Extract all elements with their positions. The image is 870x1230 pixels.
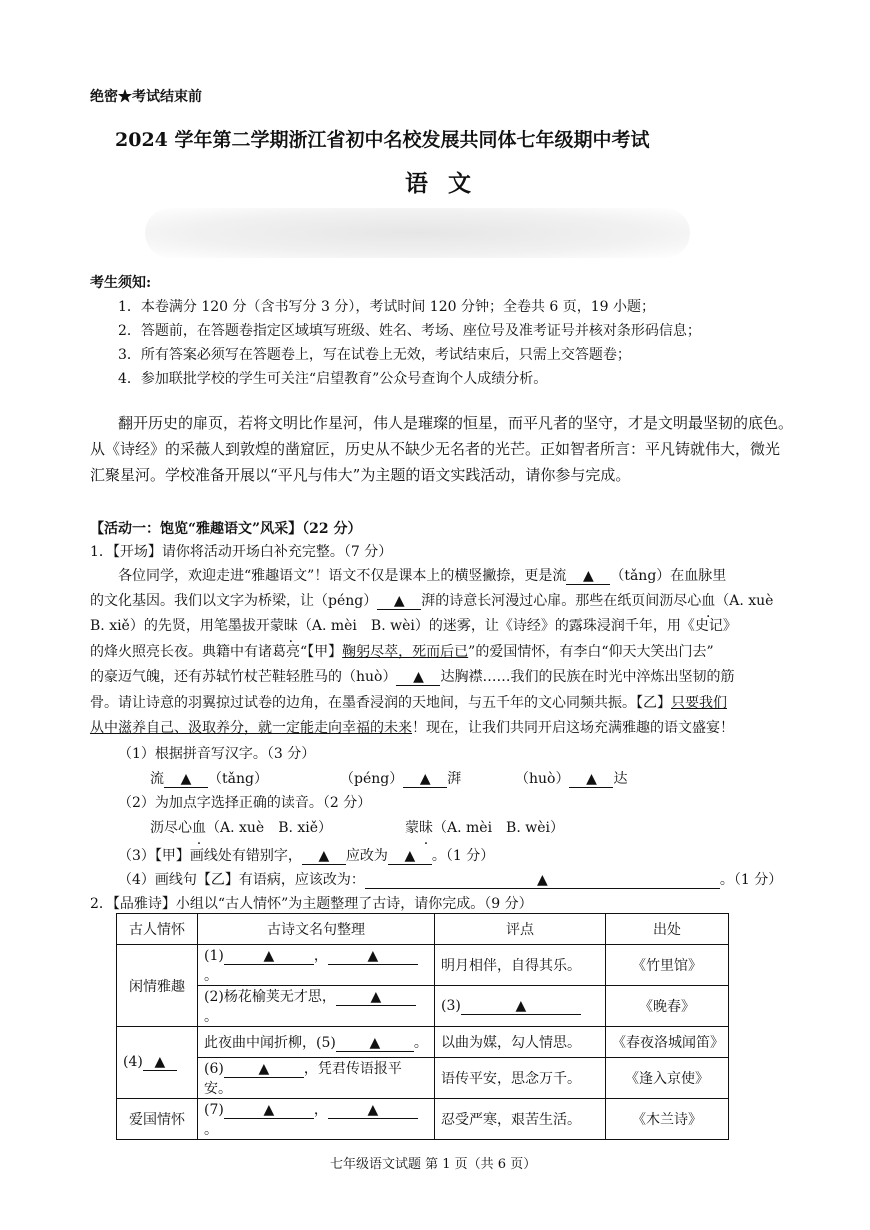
cell-comment: (3) ▲ (435, 986, 606, 1027)
table-row (117, 1058, 729, 1099)
answer-3[interactable]: ▲ (461, 999, 581, 1015)
blank-tang[interactable]: ▲ (566, 569, 610, 585)
q1-sub2-b: 蒙昧（A. mèi B. wèi） (405, 820, 564, 836)
cell-comment: 明月相伴，自得其乐。 (435, 945, 606, 986)
q1-sub1-b: （péng） ▲ 湃 (340, 771, 462, 787)
q2-label: 2．【品雅诗】小组以“古人情怀”为主题整理了古诗，请你完成。（9 分） (90, 896, 533, 912)
cell-comment: 忍受严寒，艰苦生活。 (435, 1099, 606, 1140)
cell-source: 《逢入京使》 (606, 1058, 729, 1099)
q1-sub1-label: （1）根据拼音写汉字。（3 分） (118, 746, 316, 762)
cell-verse: 此夜曲中闻折柳，(5) ▲ 。 (198, 1027, 435, 1058)
notice-item-1: 1．本卷满分 120 分（含书写分 3 分），考试时间 120 分钟；全卷共 6 页，19 小题； (118, 299, 656, 315)
answer-6[interactable]: ▲ (224, 1062, 304, 1078)
col-header-comment: 评点 (435, 914, 606, 945)
col-header-sentiment: 古人情怀 (117, 914, 198, 945)
page-footer: 七年级语文试题 第 1 页（共 6 页） (330, 1157, 537, 1172)
notice-item-2: 2．答题前，在答题卷指定区域填写班级、姓名、考场、座位号及准考证号并核对条形码信息； (118, 323, 701, 339)
table-row (117, 945, 729, 986)
cell-source: 《竹里馆》 (606, 945, 729, 986)
cell-category: 爱国情怀 (117, 1099, 198, 1140)
answer-1a[interactable]: ▲ (224, 949, 314, 965)
cell-comment: 语传平安，思念万千。 (435, 1058, 606, 1099)
q1-passage-line-5: 的豪迈气魄，还有苏轼竹杖芒鞋轻胜马的（huò） ▲ 达胸襟……我们的民族在时光中淬炼出坚韧的筋 (90, 669, 735, 685)
intro-line-1: 翻开历史的扉页，若将文明比作星河，伟人是璀璨的恒星，而平凡者的坚守，才是文明最坚韧的底色。 (118, 414, 794, 432)
blurred-region (145, 208, 690, 258)
answer-wrong-char[interactable]: ▲ (302, 849, 346, 865)
subject-title: 语 文 (405, 170, 478, 197)
cell-verse: (7) ▲ ， ▲。 (198, 1099, 435, 1140)
cell-source: 《春夜洛城闻笛》 (606, 1027, 729, 1058)
answer-7b[interactable]: ▲ (328, 1103, 418, 1119)
poem-table (116, 913, 729, 1140)
q1-passage-line-6: 骨。请让诗意的羽翼掠过试卷的边角，在墨香浸润的天地间，与五千年的文心同频共振。【乙】只要我们 (90, 695, 727, 711)
blank-peng[interactable]: ▲ (377, 594, 421, 610)
q1-sub2-a: 沥尽心血（A. xuè B. xiě） (150, 820, 333, 836)
notice-heading: 考生须知: (90, 275, 152, 291)
q1-sub4: （4）画线句【乙】有语病，应该改为： ▲ 。（1 分） (118, 872, 783, 888)
intro-line-3: 汇聚星河。学校准备开展以“平凡与伟大”为主题的语文实践活动，请你参与完成。 (90, 466, 631, 484)
table-row (117, 1027, 729, 1058)
activity1-heading: 【活动一：饱览“雅趣语文”风采】（22 分） (90, 521, 362, 537)
notice-item-3: 3．所有答案必须写在答题卷上，写在试卷上无效，考试结束后，只需上交答题卷； (118, 347, 631, 363)
cell-source: 《木兰诗》 (606, 1099, 729, 1140)
cell-source: 《晚春》 (606, 986, 729, 1027)
cell-verse: (6) ▲ ，凭君传语报平安。 (198, 1058, 435, 1099)
table-header-row (117, 914, 729, 945)
q1-passage-line-7: 从中滋养自己、汲取养分，就一定能走向幸福的未来！现在，让我们共同开启这场充满雅趣的语文盛宴！ (90, 720, 734, 736)
col-header-verses: 古诗文名句整理 (198, 914, 435, 945)
exam-title: 2024 学年第二学期浙江省初中名校发展共同体七年级期中考试 (115, 129, 650, 151)
table-row (117, 1099, 729, 1140)
q1-sub2-label: （2）为加点字选择正确的读音。（2 分） (118, 795, 372, 811)
q1-passage-line-3: B. xiě）的先贤，用笔墨拔开蒙昧（A. mèi B. wèi）的迷雾，让《诗经》的露珠浸润千年，用《史记》 (90, 618, 737, 634)
intro-line-2: 从《诗经》的采薇人到敦煌的凿窟匠，历史从不缺少无名者的光芒。正如智者所言：平凡铸就伟大，微光 (90, 440, 781, 458)
col-header-source: 出处 (606, 914, 729, 945)
q1-sub1-c: （huò） ▲ 达 (515, 771, 628, 787)
answer-peng[interactable]: ▲ (403, 772, 447, 788)
cell-verse: (2)杨花榆荚无才思， ▲。 (198, 986, 435, 1027)
answer-4[interactable]: ▲ (143, 1055, 177, 1071)
answer-huo[interactable]: ▲ (569, 772, 613, 788)
q1-label: 1．【开场】请你将活动开场白补充完整。（7 分） (90, 544, 393, 560)
q1-sub1-a: 流 ▲ （tǎng） (150, 771, 268, 787)
answer-7a[interactable]: ▲ (224, 1103, 314, 1119)
q1-passage-line-4: 的烽火照亮长夜。典籍中有诸葛亮“【甲】鞠躬尽萃，死而后已”的爱国情怀，有李白“仰天大笑出门去” (90, 644, 714, 660)
q1-passage-line-2: 的文化基因。我们以文字为桥梁，让（péng） ▲ 湃的诗意长河漫过心扉。那些在纸页间沥尽心血（A. xuè (90, 593, 774, 609)
cell-comment: 以曲为媒，勾人情思。 (435, 1027, 606, 1058)
cell-category: (4) ▲ (117, 1027, 198, 1099)
q1-sub3: （3）【甲】画线处有错别字， ▲ 应改为 ▲ 。（1 分） (118, 848, 495, 864)
answer-2[interactable]: ▲ (336, 990, 416, 1006)
answer-tang[interactable]: ▲ (164, 772, 208, 788)
answer-revision[interactable]: ▲ (365, 873, 720, 889)
q1-passage-line-1: 各位同学，欢迎走进“雅趣语文”！语文不仅是课本上的横竖撇捺，更是流 ▲ （tǎng）在血脉里 (118, 568, 727, 584)
answer-5[interactable]: ▲ (336, 1036, 414, 1052)
cell-verse: (1) ▲ ， ▲。 (198, 945, 435, 986)
notice-item-4: 4．参加联批学校的学生可关注“启望教育”公众号查询个人成绩分析。 (118, 371, 548, 387)
cell-category: 闲情雅趣 (117, 945, 198, 1027)
secret-label: 绝密★考试结束前 (90, 89, 202, 105)
answer-1b[interactable]: ▲ (328, 949, 418, 965)
answer-correct-char[interactable]: ▲ (388, 849, 432, 865)
table-row (117, 986, 729, 1027)
blank-huo[interactable]: ▲ (396, 670, 440, 686)
